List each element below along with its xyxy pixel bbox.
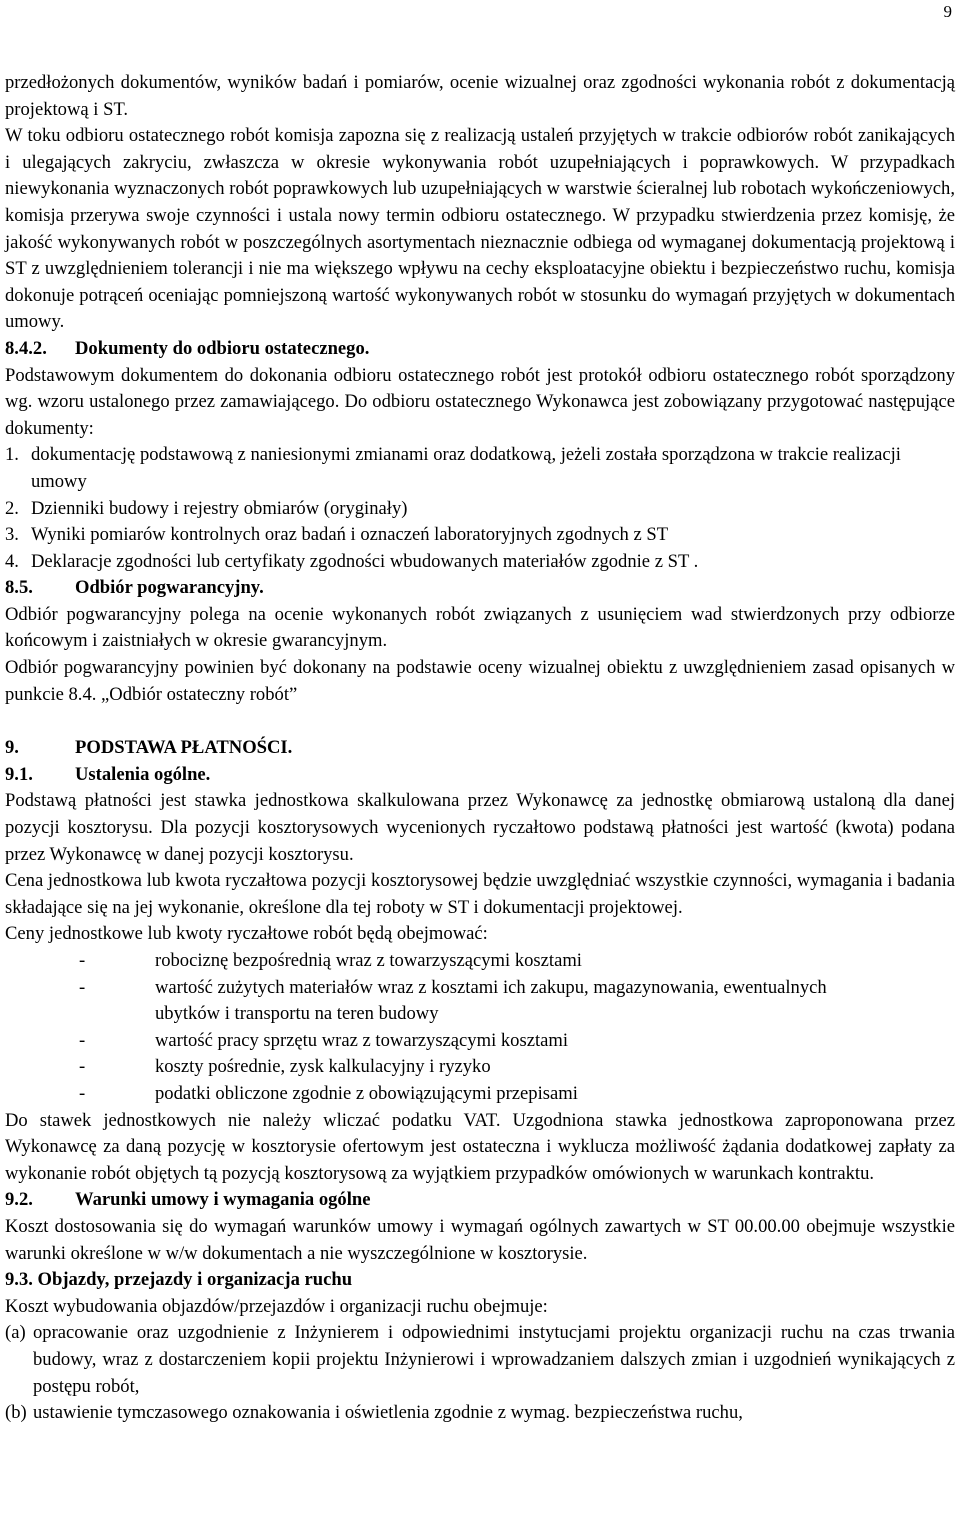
- paragraph: Koszt wybudowania objazdów/przejazdów i organizacji ruchu obejmuje:: [5, 1295, 548, 1317]
- list-dash: -: [79, 976, 86, 998]
- list-dash: -: [79, 1029, 86, 1051]
- section-title: Ustalenia ogólne.: [75, 763, 211, 785]
- list-text: robociznę bezpośrednią wraz z towarzyszącymi kosztami: [155, 950, 582, 971]
- paragraph: Podstawą płatności jest stawka jednostkowa skalkulowana przez Wykonawcę za jednostkę obmiarową ustaloną dla danej pozycji kosztorysu. Dla pozycji kosztorysowych wycenionych ryczałtowo podstawą płatności jest wartość (kwota) podana przez Wykonawcę w danej pozycji kosztorysu.: [5, 790, 955, 865]
- section-heading-9-1: [5, 762, 955, 789]
- list-number: 3.: [5, 524, 19, 546]
- list-text: Dzienniki budowy i rejestry obmiarów (oryginały): [31, 497, 408, 519]
- list-item: [5, 496, 955, 523]
- section-number: 8.4.2.: [5, 337, 47, 359]
- section-title: PODSTAWA PŁATNOŚCI.: [75, 737, 293, 759]
- list-dash: -: [79, 1082, 86, 1104]
- paragraph: Odbiór pogwarancyjny polega na ocenie wykonanych robót związanych z usunięciem wad stwierdzonych przy odbiorze końcowym i zaistniałych w okresie gwarancyjnym.: [5, 603, 955, 652]
- spacer: [5, 708, 955, 735]
- section-number: 9.: [5, 737, 19, 759]
- paragraph: Cena jednostkowa lub kwota ryczałtowa pozycji kosztorysowej będzie uwzględniać wszystkie czynności, wymagania i badania składające się na jej wykonanie, określone dla tej roboty w ST i dokumentacji projektowej.: [5, 870, 955, 918]
- list-text: ustawienie tymczasowego oznakowania i oświetlenia zgodnie z wymag. bezpieczeństwa ruchu,: [33, 1402, 743, 1424]
- page-number: 9: [943, 2, 952, 21]
- list-item: [5, 549, 955, 576]
- list-item: [5, 948, 955, 975]
- paragraph: Koszt dostosowania się do wymagań warunków umowy i wymagań ogólnych zawartych w ST 00.00.00 obejmuje wszystkie warunki określone w w/w dokumentach a nie wyszczególnione w kosztorysie.: [5, 1215, 955, 1264]
- list-item: [5, 975, 955, 1028]
- list-text: Deklaracje zgodności lub certyfikaty zgodności wbudowanych materiałów zgodnie z ST .: [31, 550, 699, 572]
- paragraph: Ceny jednostkowe lub kwoty ryczałtowe robót będą obejmować:: [5, 923, 488, 945]
- paragraph: Podstawowym dokumentem do dokonania odbioru ostatecznego robót jest protokół odbioru ostatecznego robót sporządzony wg. wzoru ustalonego przez zamawiającego. Do odbioru ostatecznego Wykonawca jest zobowiązany przygotować następujące dokumenty:: [5, 364, 955, 439]
- list-item: [5, 1054, 955, 1081]
- paragraph: Do stawek jednostkowych nie należy wliczać podatku VAT. Uzgodniona stawka jednostkowa zaproponowana przez Wykonawcę za daną pozycję w kosztorysie ofertowym jest ostateczna i wyklucza możliwość żądania dodatkowej zapłaty za wykonanie robót objętych tą pozycją kosztorysową za wyjątkiem przypadków omówionych w warunkach kontraktu.: [5, 1109, 955, 1184]
- list-number: 4.: [5, 550, 19, 572]
- section-number: 9.3.: [5, 1269, 33, 1291]
- list-letter: (b): [5, 1402, 27, 1424]
- section-heading-8-5: [5, 575, 955, 602]
- list-text: Wyniki pomiarów kontrolnych oraz badań i oznaczeń laboratoryjnych zgodnych z ST: [31, 524, 669, 546]
- list-text: podatki obliczone zgodnie z obowiązującymi przepisami: [155, 1082, 578, 1104]
- paragraph: Odbiór pogwarancyjny powinien być dokonany na podstawie oceny wizualnej obiektu z uwzględnieniem zasad opisanych w punkcie 8.4. „Odbiór ostateczny robót”: [5, 657, 955, 705]
- document-body: [5, 70, 955, 1427]
- list-item: [5, 1400, 955, 1427]
- list-item: [5, 1028, 955, 1055]
- traffic-costs-list: [5, 1320, 955, 1426]
- list-text: wartość zużytych materiałów wraz z kosztami ich zakupu, magazynowania, ewentualnych ubytków i transportu na teren budowy: [155, 976, 827, 1025]
- list-dash: -: [79, 950, 86, 971]
- section-number: 8.5.: [5, 577, 33, 599]
- section-title: Dokumenty do odbioru ostatecznego.: [75, 337, 370, 359]
- section-heading-8-4-2: [5, 336, 955, 363]
- section-number: 9.1.: [5, 763, 33, 785]
- intro-paragraph-2: W toku odbioru ostatecznego robót komisja zapozna się z realizacją ustaleń przyjętych w trakcie odbiorów robót zanikających i ulegających zakryciu, zwłaszcza w okresie wykonywania robót uzupełniających i poprawkowych. W przypadkach niewykonania wyznaczonych robót poprawkowych lub uzupełniających w warstwie ścieralnej lub robotach wykończeniowych, komisja przerywa swoje czynności i ustala nowy termin odbioru ostatecznego. W przypadku stwierdzenia przez komisję, że jakość wykonywanych robót w poszczególnych asortymentach nieznacznie odbiega od wymaganej dokumentacją projektową i ST z uwzględnieniem tolerancji i nie ma większego wpływu na cechy eksploatacyjne obiektu i bezpieczeństwo ruchu, komisja dokonuje potrąceń oceniając pomniejszoną wartość wykonywanych robót w stosunku do wymagań przyjętych w dokumentach umowy.: [5, 125, 955, 333]
- list-item: [5, 1320, 955, 1400]
- list-item: [5, 1081, 955, 1108]
- list-letter: (a): [5, 1322, 26, 1344]
- documents-list: [5, 442, 955, 575]
- section-heading-9-2: [5, 1187, 955, 1214]
- list-item: [5, 442, 955, 495]
- section-title: Odbiór pogwarancyjny.: [75, 577, 264, 599]
- section-title: Warunki umowy i wymagania ogólne: [75, 1189, 371, 1211]
- section-heading-9: [5, 735, 955, 762]
- cost-components-list: [5, 948, 955, 1108]
- section-number: 9.2.: [5, 1189, 33, 1211]
- list-number: 1.: [5, 444, 19, 466]
- list-text: opracowanie oraz uzgodnienie z Inżynierem i odpowiednimi instytucjami projektu organizacji ruchu na czas trwania budowy, wraz z dostarczeniem kopii projektu Inżynierowi i wprowadzaniem dalszych zmian i uzgodnień wynikających z postępu robót,: [33, 1322, 955, 1397]
- section-heading-9-3: [5, 1267, 955, 1294]
- list-text: koszty pośrednie, zysk kalkulacyjny i ryzyko: [155, 1056, 491, 1078]
- list-dash: -: [79, 1056, 86, 1078]
- intro-paragraph-1: przedłożonych dokumentów, wyników badań i pomiarów, ocenie wizualnej oraz zgodności wykonania robót z dokumentacją projektową i ST.: [5, 72, 955, 120]
- list-item: [5, 522, 955, 549]
- list-text: wartość pracy sprzętu wraz z towarzyszącymi kosztami: [155, 1029, 569, 1051]
- section-title: Objazdy, przejazdy i organizacja ruchu: [37, 1269, 353, 1291]
- list-text: dokumentację podstawową z naniesionymi zmianami oraz dodatkową, jeżeli została sporządzona w trakcie realizacji umowy: [31, 444, 901, 492]
- list-number: 2.: [5, 497, 19, 519]
